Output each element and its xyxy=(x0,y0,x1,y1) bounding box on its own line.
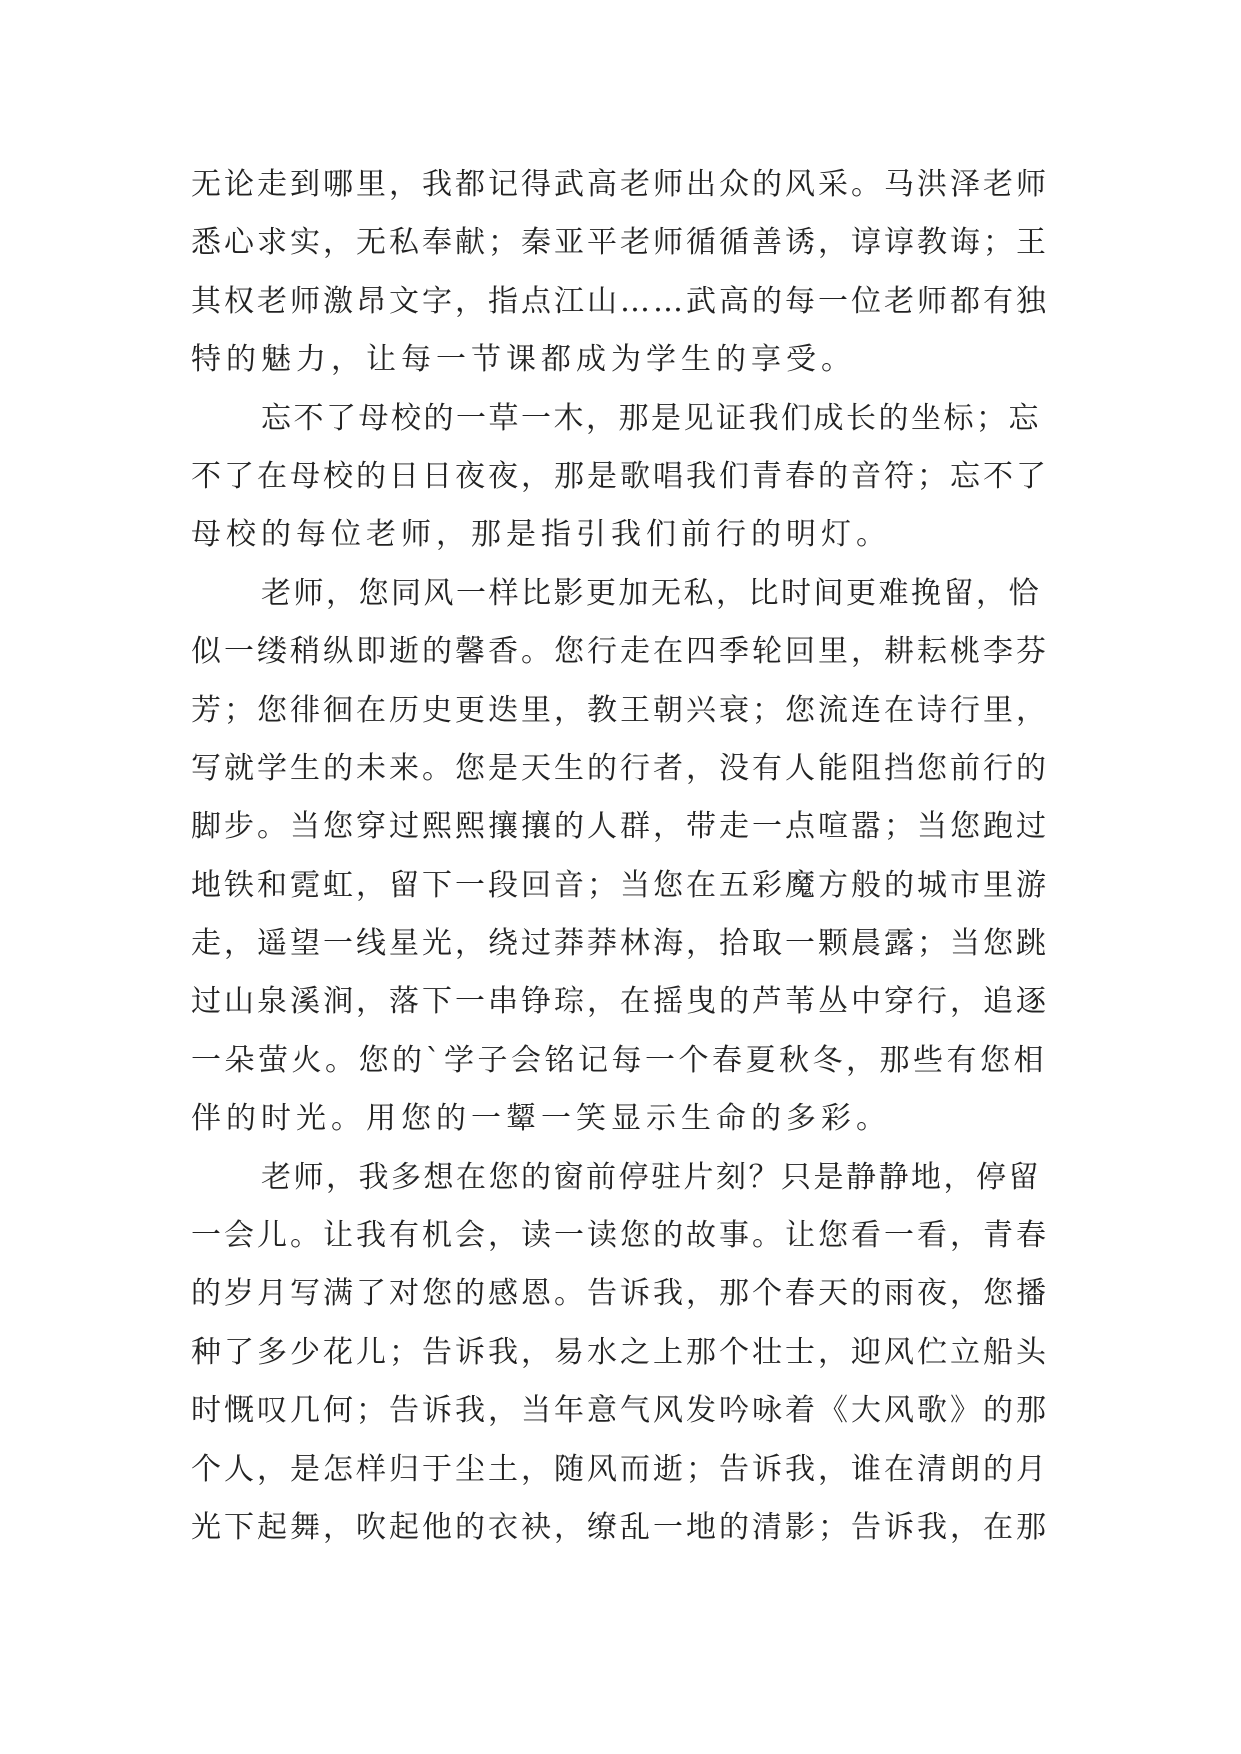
text-line: 光下起舞，吹起他的衣袂，缭乱一地的清影；告诉我，在那 xyxy=(191,1509,1049,1545)
text-line: 走，遥望一线星光，绕过莽莽林海，拾取一颗晨露；当您跳 xyxy=(191,926,1049,962)
text-line: 时慨叹几何；告诉我，当年意气风发吟咏着《大风歌》的那 xyxy=(191,1393,1049,1429)
text-line: 芳；您徘徊在历史更迭里，教王朝兴衰；您流连在诗行里， xyxy=(191,692,1049,728)
text-line: 个人，是怎样归于尘土，随风而逝；告诉我，谁在清朗的月 xyxy=(191,1451,1049,1487)
paragraph-first-line: 老师，我多想在您的窗前停驻片刻？只是静静地，停留 xyxy=(261,1159,1041,1195)
text-line: 地铁和霓虹，留下一段回音；当您在五彩魔方般的城市里游 xyxy=(191,867,1049,903)
text-line: 伴的时光。用您的一颦一笑显示生命的多彩。 xyxy=(191,1101,891,1137)
text-line: 写就学生的未来。您是天生的行者，没有人能阻挡您前行的 xyxy=(191,750,1049,786)
text-line: 悉心求实，无私奉献；秦亚平老师循循善诱，谆谆教诲；王 xyxy=(191,225,1049,261)
text-line: 过山泉溪涧，落下一串铮琮，在摇曳的芦苇丛中穿行，追逐 xyxy=(191,984,1049,1020)
text-line: 种了多少花儿；告诉我，易水之上那个壮士，迎风伫立船头 xyxy=(191,1334,1049,1370)
text-line: 无论走到哪里，我都记得武高老师出众的风采。马洪泽老师 xyxy=(191,167,1049,202)
text-line: 其权老师激昂文字，指点江山……武高的每一位老师都有独 xyxy=(191,283,1049,319)
text-line: 脚步。当您穿过熙熙攘攘的人群，带走一点喧嚣；当您跑过 xyxy=(191,809,1049,845)
text-line: 似一缕稍纵即逝的馨香。您行走在四季轮回里，耕耘桃李芬 xyxy=(191,634,1049,670)
text-line: 的岁月写满了对您的感恩。告诉我，那个春天的雨夜，您播 xyxy=(191,1276,1049,1312)
text-line: 不了在母校的日日夜夜，那是歌唱我们青春的音符；忘不了 xyxy=(191,458,1049,494)
paragraph-first-line: 老师，您同风一样比影更加无私，比时间更难挽留，恰 xyxy=(261,575,1041,611)
text-line: 一朵萤火。您的`学子会铭记每一个春夏秋冬，那些有您相 xyxy=(191,1042,1047,1078)
text-line: 一会儿。让我有机会，读一读您的故事。让您看一看，青春 xyxy=(191,1218,1049,1254)
document-body xyxy=(191,156,1051,1557)
text-line: 特的魅力，让每一节课都成为学生的享受。 xyxy=(191,342,856,378)
paragraph-first-line: 忘不了母校的一草一木，那是见证我们成长的坐标；忘 xyxy=(261,400,1041,436)
text-line: 母校的每位老师，那是指引我们前行的明灯。 xyxy=(191,517,891,553)
